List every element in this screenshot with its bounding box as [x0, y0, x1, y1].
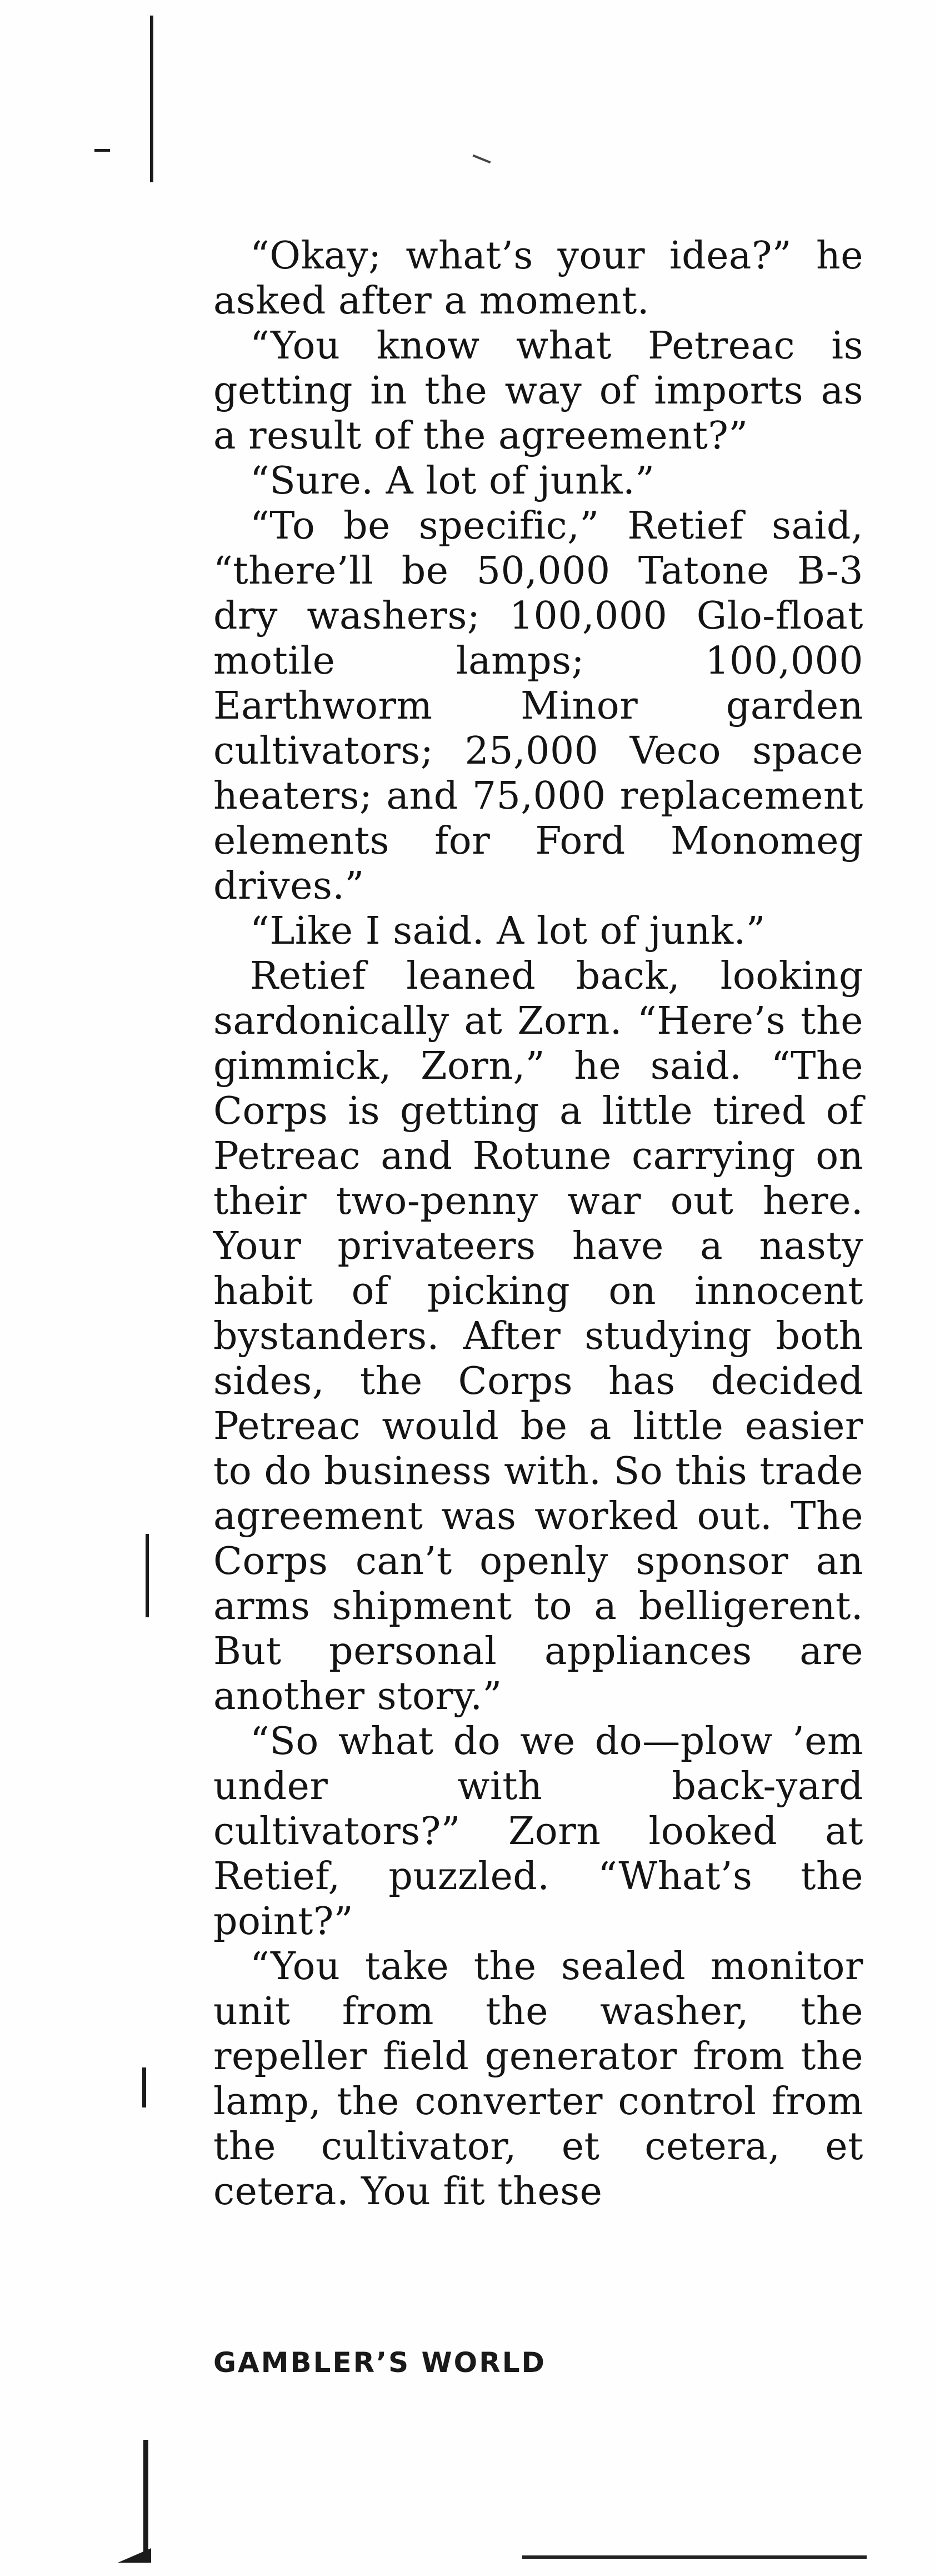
scan-margin-mark [146, 1534, 149, 1617]
paragraph: Retief leaned back, looking sardonically at Zorn. “Here’s the gimmick, Zorn,” he said. “The Corps is getting a little tired of Petreac and Rotune carrying on their two-penny war out here. Your privateers have a nasty habit of picking on innocent bystanders. After studying both sides, the Corps has decided Petreac would be a little easier to do business with. So this trade agreement was worked out. The Corps can’t openly sponsor an arms shipment to a belligerent. But personal appliances are another story.” [213, 954, 863, 1718]
scan-margin-mark [150, 16, 153, 182]
scan-margin-mark [143, 2440, 148, 2561]
scan-bottom-rule [522, 2555, 867, 2559]
paragraph: “You take the sealed monitor unit from the washer, the repeller field generator from the lamp, the converter control from the cultivator, et cetera, et cetera. You fit these [213, 1945, 863, 2214]
body-text-column [213, 233, 863, 2214]
paragraph: “Sure. A lot of junk.” [250, 459, 655, 503]
scan-margin-mark [142, 2067, 146, 2107]
paragraph: “Like I said. A lot of junk.” [250, 909, 766, 953]
paragraph: “So what do we do—plow ’em under with back-yard cultivators?” Zorn looked at Retief, puzzled. “What’s the point?” [213, 1720, 863, 1944]
scan-margin-mark [94, 149, 110, 152]
scan-margin-mark [472, 155, 491, 163]
running-footer-title: GAMBLER’S WORLD [213, 2346, 547, 2379]
paragraph: “You know what Petreac is getting in the way of imports as a result of the agreement?” [213, 324, 863, 458]
paragraph: “To be specific,” Retief said, “there’ll be 50,000 Tatone B-3 dry washers; 100,000 Glo-float motile lamps; 100,000 Earthworm Minor garden cultivators; 25,000 Veco space heaters; and 75,000 replacement elements for Ford Monomeg drives.” [213, 504, 863, 908]
paragraph: “Okay; what’s your idea?” he asked after a moment. [213, 234, 863, 323]
